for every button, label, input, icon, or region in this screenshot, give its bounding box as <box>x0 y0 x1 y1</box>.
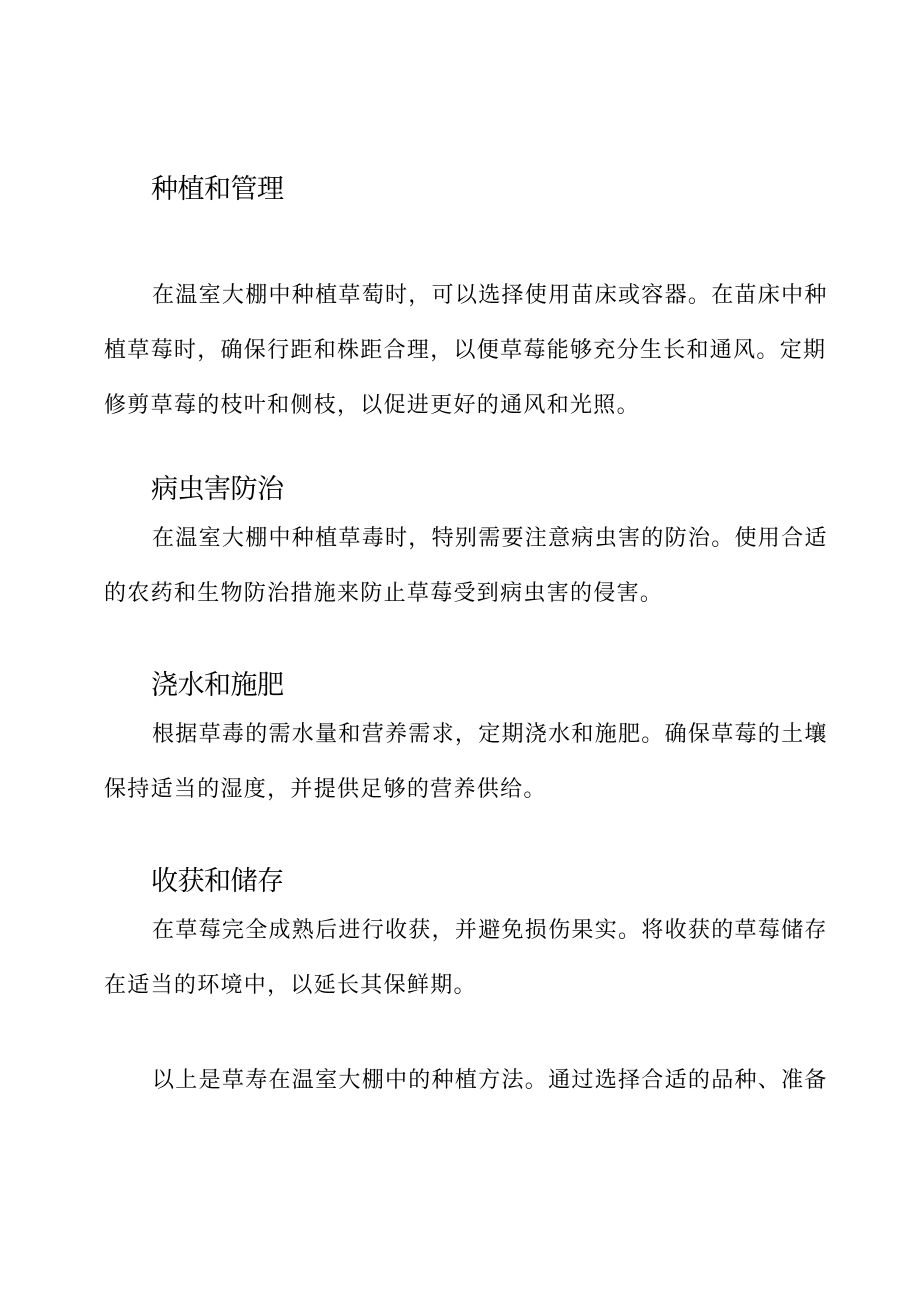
paragraph-line: 在适当的环境中，以延长其保鲜期。 <box>104 973 477 998</box>
paragraph-line: 根据草毒的需水量和营养需求，定期浇水和施肥。确保草莓的土壤 <box>152 722 828 747</box>
conclusion-paragraph <box>104 1053 826 1108</box>
section-heading-pest-control: 病虫害防治 <box>151 474 284 505</box>
paragraph-line: 修剪草莓的枝叶和侧枝，以促进更好的通风和光照。 <box>104 393 640 418</box>
paragraph-line: 保持适当的湿度，并提供足够的营养供给。 <box>104 777 547 802</box>
section-heading-planting: 种植和管理 <box>151 174 284 205</box>
paragraph-line: 在温室大棚中种植草萄时，可以选择使用苗床或容器。在苗床中种 <box>152 283 828 308</box>
section-paragraph-watering <box>104 707 826 817</box>
paragraph-line: 植草莓时，确保行距和株距合理，以便草莓能够充分生长和通风。定期 <box>104 338 827 363</box>
paragraph-line: 的农药和生物防治措施来防止草莓受到病虫害的侵害。 <box>104 581 664 606</box>
section-paragraph-planting <box>104 268 826 433</box>
section-paragraph-harvest <box>104 903 826 1013</box>
section-heading-harvest: 收获和储存 <box>151 866 284 897</box>
section-heading-watering: 浇水和施肥 <box>151 670 284 701</box>
section-paragraph-pest-control <box>104 511 826 621</box>
paragraph-line: 在温室大棚中种植草毒时，特别需要注意病虫害的防治。使用合适 <box>152 526 828 551</box>
paragraph-line: 以上是草寿在温室大棚中的种植方法。通过选择合适的品种、准备 <box>152 1068 828 1093</box>
paragraph-line: 在草莓完全成熟后进行收获，并避免损伤果实。将收获的草莓储存 <box>152 918 828 943</box>
